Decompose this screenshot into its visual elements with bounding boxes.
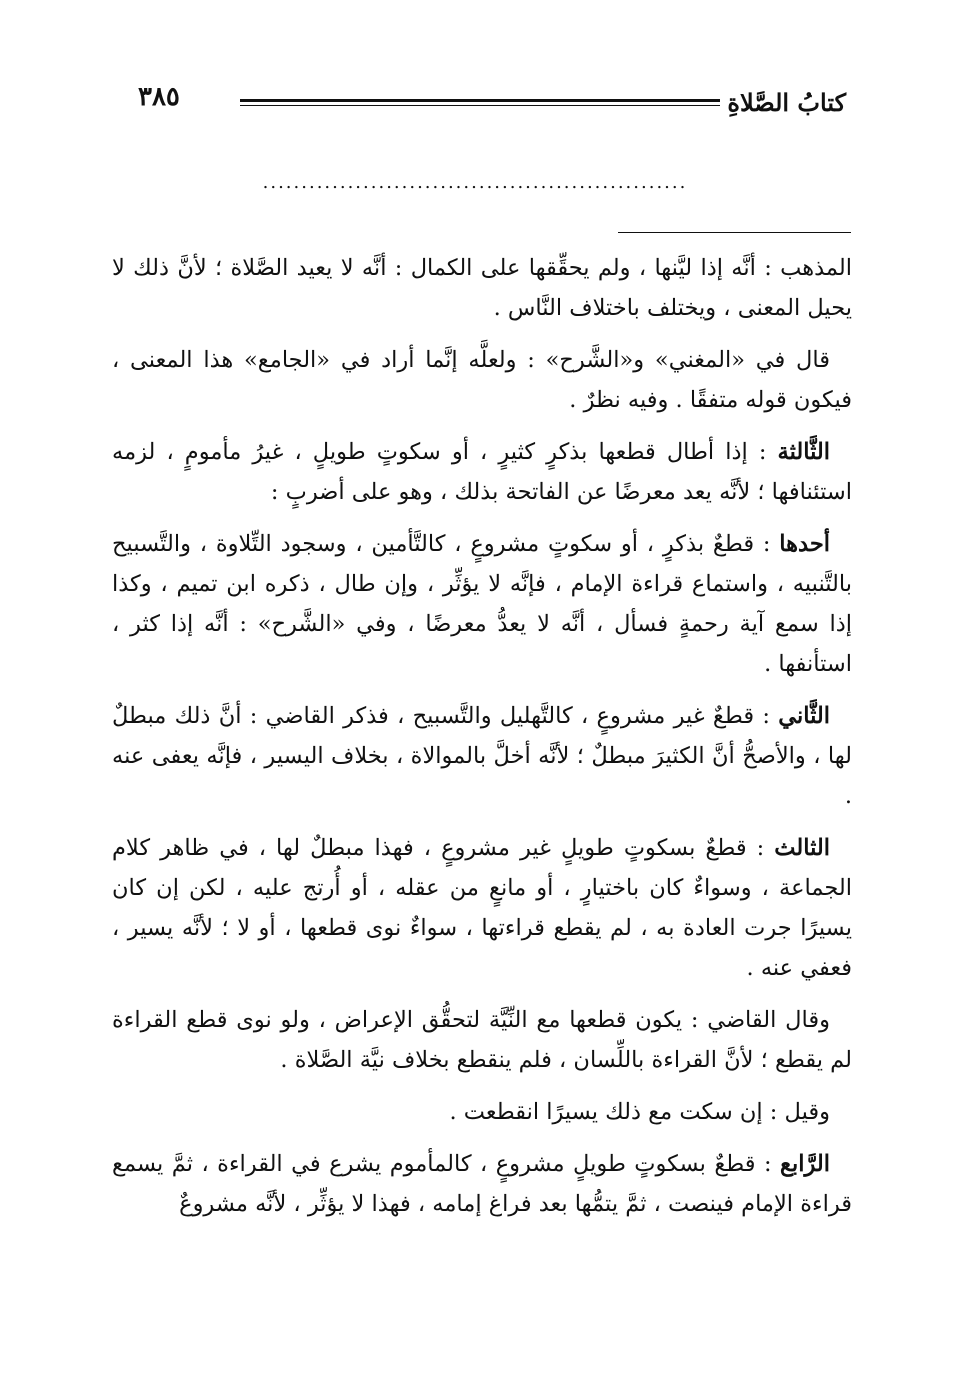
paragraph: [112, 1144, 852, 1224]
paragraph-text: وقيل : إن سكت مع ذلك يسيرًا انقطعت .: [449, 1099, 830, 1125]
paragraph-text: : قطعٌ بسكوتٍ طويلٍ مشروعٍ ، كالمأموم يشرع في القراءة ، ثمَّ يسمع قراءة الإمام فينصت ، ثمَّ يتمُّها بعد فراغ إمامه ، فهذا لا يؤثِّر ، لأنَّه مشروعٌ: [112, 1151, 852, 1217]
paragraph: [112, 1092, 852, 1132]
paragraph-text: : قطعٌ بذكرٍ ، أو سكوتٍ مشروعٍ ، كالتَّأمين ، وسجود التِّلاوة ، والتَّسبيح بالتَّنبيه ، واستماع قراءة الإمام ، فإنَّه لا يؤثِّر ، وإن طال ، ذكره ابن تميم ، وكذا إذا سمع آية رحمةٍ فسأل ، أنَّه لا يعدُّ معرضًا ، وفي «الشَّرح» : أنَّه إذا كثر ، استأنفها .: [112, 531, 852, 677]
running-title: كتابُ الصَّلاةِ: [727, 88, 846, 117]
paragraph: [112, 1000, 852, 1080]
paragraph-heading: الثالث: [774, 835, 830, 861]
paragraph-text: : قطعٌ بسكوتٍ طويلٍ غير مشروعٍ ، فهذا مبطلٌ لها ، في ظاهر كلام الجماعة ، وسواءٌ كان باختيارٍ ، أو مانعٍ من عقله ، أو أُرتج عليه ، لكن إن كان يسيرًا جرت العادة به ، لم يقطع قراءتها ، سواءٌ نوى قطعها ، أو لا ؛ لأنَّه يسير ، فعفي عنه .: [112, 835, 852, 981]
paragraph-text: : إذا أطال قطعها بذكرٍ كثيرٍ ، أو سكوتٍ طويلٍ ، غيرُ مأمومٍ ، لزمه استئنافها ؛ لأنَّه يعد معرضًا عن الفاتحة بذلك ، وهو على أضربٍ :: [112, 439, 852, 505]
paragraph-heading: أحدها: [779, 531, 830, 557]
section-rule: [618, 232, 851, 233]
paragraph: [112, 524, 852, 684]
body-text: [112, 248, 852, 1236]
paragraph: [112, 696, 852, 816]
paragraph-text: المذهب : أنَّه إذا ليَّنها ، ولم يحقِّقها على الكمال : أنَّه لا يعيد الصَّلاة ؛ لأنَّ ذلك لا يحيل المعنى ، ويختلف باختلاف النَّاس .: [112, 255, 852, 321]
header-rule: [240, 99, 720, 102]
paragraph-text: : قطعٌ غير مشروعٍ ، كالتَّهليل والتَّسبيح ، فذكر القاضي : أنَّ ذلك مبطلٌ لها ، والأصحُّ أنَّ الكثيرَ مبطلٌ ؛ لأنَّه أخلَّ بالموالاة ، بخلاف اليسير ، فإنَّه يعفى عنه .: [112, 703, 852, 809]
paragraph: [112, 340, 852, 420]
paragraph-text: وقال القاضي : يكون قطعها مع النِّيَّة لتحقُّق الإعراض ، ولو نوى قطع القراءة لم يقطع ؛ لأنَّ القراءة باللِّسان ، فلم ينقطع بخلاف نيَّة الصَّلاة .: [112, 1007, 852, 1073]
paragraph: [112, 828, 852, 988]
paragraph-heading: الرَّابع: [779, 1151, 830, 1177]
paragraph: [112, 248, 852, 328]
paragraph-heading: الثَّاني: [778, 703, 830, 729]
paragraph-heading: الثَّالثة: [777, 439, 830, 465]
omission-dots: .......................................................: [262, 172, 688, 193]
paragraph-text: قال في «المغني» و«الشَّرح» : ولعلَّه إنَّما أراد في «الجامع» هذا المعنى ، فيكون قوله متفقًا . وفيه نظرٌ .: [112, 347, 852, 413]
paragraph: [112, 432, 852, 512]
page-number: ٣٨٥: [138, 82, 180, 112]
